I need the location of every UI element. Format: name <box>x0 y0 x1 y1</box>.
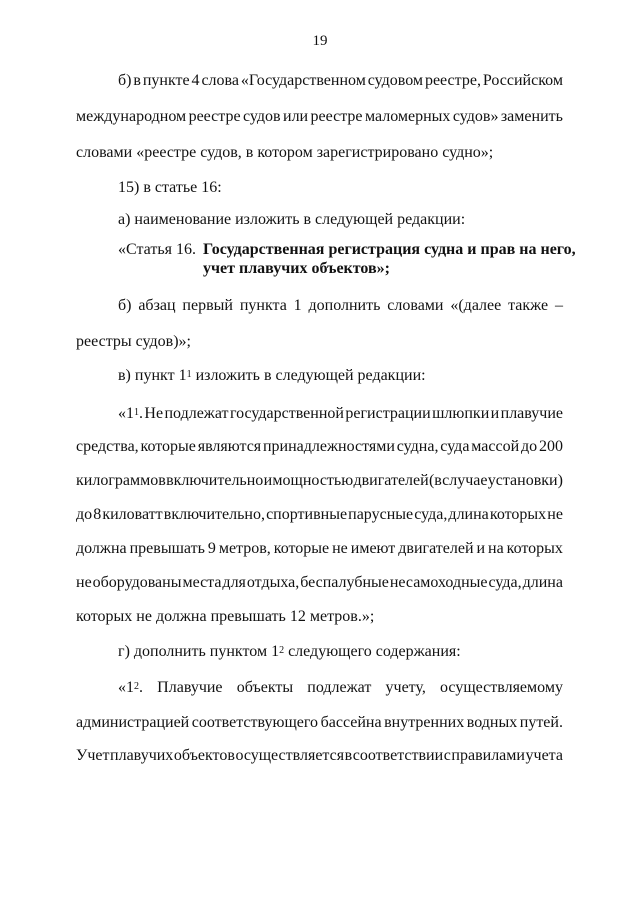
clause-1-1-line-7 <box>76 607 374 627</box>
word: которых <box>506 540 563 557</box>
text: следующего содержания: <box>284 643 461 660</box>
text: г) дополнить пунктом 1 <box>118 643 280 660</box>
word: абзац <box>138 297 176 314</box>
clause-1-1-line-1 <box>118 404 563 424</box>
word: до <box>520 438 538 455</box>
word: средства, <box>76 438 139 455</box>
clause-1-1-line-6 <box>76 573 563 593</box>
word: объектов <box>173 747 235 764</box>
paragraph-b-line-2 <box>76 107 563 127</box>
word: отдыха, <box>246 574 300 591</box>
word: превышать <box>129 540 205 557</box>
word: места <box>182 574 222 591</box>
word: осуществляемому <box>440 679 563 696</box>
word: учета <box>525 747 563 764</box>
word: регистрации <box>345 405 431 422</box>
word: заменить <box>500 108 563 125</box>
word: установки) <box>487 472 563 489</box>
word: с <box>443 747 451 764</box>
word: – <box>554 297 563 314</box>
word: и <box>490 405 500 422</box>
word: в <box>133 72 141 89</box>
word: путей. <box>519 714 563 731</box>
word: б) <box>118 297 132 314</box>
superscript: 2 <box>134 681 139 692</box>
word: не <box>332 540 348 557</box>
article-label: «Статья 16. <box>118 241 196 258</box>
clause-1-1-line-2 <box>76 437 563 457</box>
word: на <box>488 540 504 557</box>
text: словами «реестре судов, в котором зарегистрировано судно»; <box>76 144 494 161</box>
clause-1-1-line-3 <box>76 471 563 491</box>
word: которых <box>489 506 547 523</box>
word: маломерных <box>364 108 451 125</box>
word: беспалубные <box>300 574 389 591</box>
word: первый <box>182 297 233 314</box>
word: реестре, <box>424 72 481 89</box>
paragraph-a <box>118 210 465 230</box>
word: «$1^2$. <box>118 679 143 696</box>
word: словами <box>387 297 444 314</box>
paragraph-g <box>118 642 461 662</box>
word: до <box>76 506 93 523</box>
word: 9 <box>207 540 216 557</box>
superscript: 1 <box>134 407 139 418</box>
word: подлежат <box>307 679 372 696</box>
word: килограммов <box>76 472 166 489</box>
word: б) <box>118 72 132 89</box>
word: спортивные <box>266 506 348 523</box>
word: подлежат <box>164 405 229 422</box>
word: Российском <box>482 72 563 89</box>
paragraph-v <box>118 366 426 386</box>
word: в <box>344 747 353 764</box>
word: водных <box>466 714 518 731</box>
word: парусные <box>348 506 414 523</box>
word: киловатт <box>102 506 163 523</box>
clause-1-1-line-5 <box>76 539 563 559</box>
paragraph-b2-line-1 <box>118 296 563 316</box>
word: включительно <box>166 472 264 489</box>
word: 200 <box>538 438 563 455</box>
superscript: 1 <box>186 369 192 380</box>
word: плавучих <box>110 747 174 764</box>
word: метров, <box>218 540 271 557</box>
word: судна, <box>396 438 439 455</box>
word: суда <box>440 438 470 455</box>
word: «$1^1$. <box>118 405 143 422</box>
word: имеют <box>350 540 396 557</box>
word: и <box>263 472 273 489</box>
text: реестры судов)»; <box>76 333 191 350</box>
word: 4 <box>191 72 200 89</box>
clause-1-2-line-3 <box>76 746 563 766</box>
superscript: 2 <box>279 645 285 656</box>
word: государственной <box>229 405 344 422</box>
word: реестре <box>188 108 241 125</box>
paragraph-b-line-1 <box>118 71 563 91</box>
item-15 <box>118 178 222 198</box>
word: являются <box>197 438 262 455</box>
word: Не <box>144 405 164 422</box>
word: (в <box>428 472 442 489</box>
text: которых не должна превышать 12 метров.»; <box>76 608 375 625</box>
word: соответствующего <box>191 714 319 731</box>
word: должна <box>76 540 127 557</box>
article-heading-line-1: Государственная регистрация судна и прав на него, <box>203 241 576 258</box>
word: суда, <box>414 506 448 523</box>
word: случае <box>442 472 488 489</box>
article-heading-line-2: учет плавучих объектов»; <box>203 260 390 277</box>
paragraph-b2-line-2 <box>76 332 191 352</box>
word: длина <box>522 574 563 591</box>
page-number: 19 <box>312 33 328 49</box>
word: двигателей <box>398 540 474 557</box>
word: Учет <box>76 747 110 764</box>
word: для <box>222 574 246 591</box>
word: соответствии <box>352 747 444 764</box>
word: или <box>283 108 309 125</box>
word: дополнить <box>308 297 381 314</box>
word: осуществляется <box>235 747 345 764</box>
paragraph-b-line-3 <box>76 143 493 163</box>
word: плавучие <box>500 405 563 422</box>
text: изложить в следующей редакции: <box>191 367 426 384</box>
clause-1-2-line-1 <box>118 678 563 698</box>
text: в) пункт 1 <box>118 367 187 384</box>
clause-1-1-line-4 <box>76 505 563 525</box>
word: администрацией <box>76 714 190 731</box>
text: а) наименование изложить в следующей редакции: <box>118 211 466 228</box>
clause-1-2-line-2 <box>76 713 563 733</box>
word: также <box>508 297 549 314</box>
word: бассейна <box>320 714 382 731</box>
word: учету, <box>385 679 426 696</box>
word: не <box>547 506 563 523</box>
word: 1 <box>293 297 302 314</box>
word: шлюпки <box>432 405 490 422</box>
word: объекты <box>236 679 294 696</box>
text: 15) в статье 16: <box>118 179 222 196</box>
word: которые <box>273 540 330 557</box>
word: которые <box>140 438 196 455</box>
word: оборудованы <box>92 574 182 591</box>
word: «Государственном <box>240 72 366 89</box>
word: «(далее <box>450 297 502 314</box>
word: мощностью <box>272 472 354 489</box>
word: включительно, <box>163 506 265 523</box>
word: внутренних <box>384 714 465 731</box>
word: международном <box>76 108 187 125</box>
word: длина <box>448 506 489 523</box>
word: суда, <box>488 574 522 591</box>
word: 8 <box>93 506 102 523</box>
word: массой <box>471 438 520 455</box>
word: пункте <box>142 72 190 89</box>
word: не <box>76 574 92 591</box>
word: слова <box>201 72 239 89</box>
word: судов <box>243 108 281 125</box>
word: судов» <box>452 108 499 125</box>
word: и <box>476 540 486 557</box>
word: судовом <box>367 72 424 89</box>
word: пункта <box>239 297 287 314</box>
word: Плавучие <box>157 679 223 696</box>
word: реестре <box>310 108 363 125</box>
article-heading <box>203 240 576 278</box>
word: принадлежностями <box>262 438 395 455</box>
word: правилами <box>451 747 525 764</box>
word: двигателей <box>353 472 429 489</box>
word: несамоходные <box>389 574 488 591</box>
